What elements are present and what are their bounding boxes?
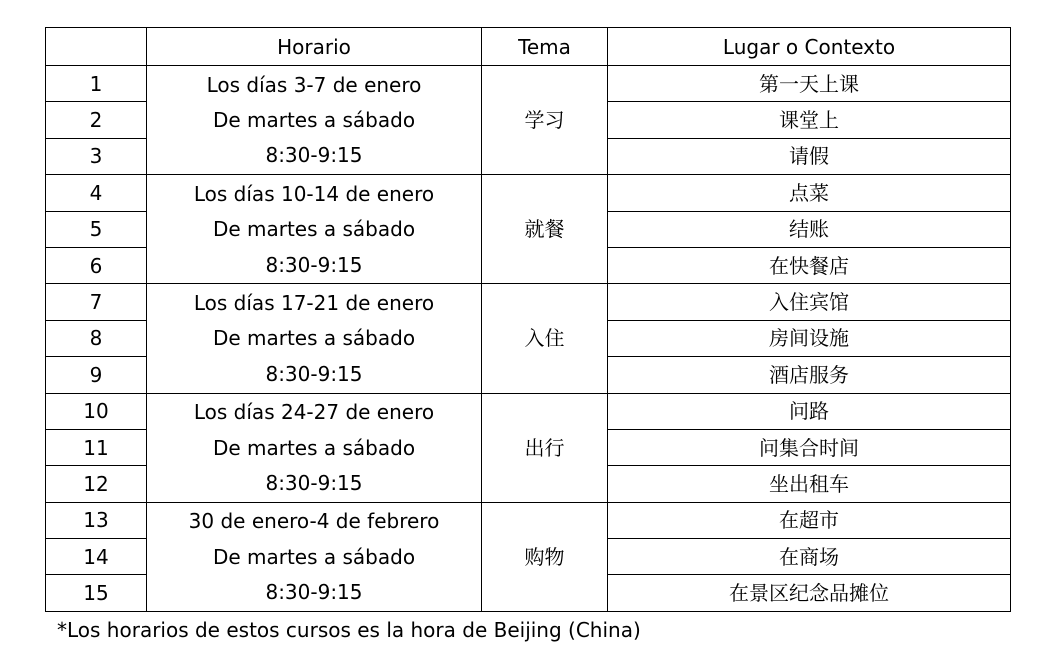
tema-cell: 入住: [482, 284, 608, 393]
footnote: *Los horarios de estos cursos es la hora de Beijing (China): [57, 618, 641, 642]
horario-cell: [147, 393, 482, 502]
lugar-cell: 在景区纪念品摊位: [608, 575, 1011, 611]
row-number: 1: [46, 66, 147, 102]
tema-cell: 就餐: [482, 175, 608, 284]
lugar-cell: 课堂上: [608, 102, 1011, 138]
lugar-cell: 第一天上课: [608, 66, 1011, 102]
row-number: 2: [46, 102, 147, 138]
lugar-cell: 在超市: [608, 502, 1011, 538]
table-row: [46, 502, 1011, 538]
header-lugar: Lugar o Contexto: [608, 28, 1011, 66]
tema-cell: 学习: [482, 66, 608, 175]
lugar-cell: 房间设施: [608, 320, 1011, 356]
lugar-cell: 点菜: [608, 175, 1011, 211]
horario-dates: Los días 17-21 de enero: [193, 291, 435, 316]
lugar-cell: 酒店服务: [608, 357, 1011, 393]
horario-days: De martes a sábado: [212, 435, 416, 460]
horario-dates: Los días 3-7 de enero: [206, 72, 422, 97]
lugar-cell: 入住宾馆: [608, 284, 1011, 320]
header-tema: Tema: [482, 28, 608, 66]
row-number: 3: [46, 138, 147, 174]
horario-dates: Los días 24-27 de enero: [193, 400, 435, 425]
table-row: [46, 393, 1011, 429]
horario-cell: [147, 66, 482, 175]
row-number: 15: [46, 575, 147, 611]
schedule-body: [46, 66, 1011, 612]
header-row: [46, 28, 1011, 66]
horario-cell: [147, 284, 482, 393]
horario-cell: [147, 502, 482, 611]
horario-days: De martes a sábado: [212, 326, 416, 351]
row-number: 6: [46, 247, 147, 283]
horario-days: De martes a sábado: [212, 544, 416, 569]
horario-time: 8:30-9:15: [265, 143, 363, 168]
horario-dates: 30 de enero-4 de febrero: [188, 509, 440, 534]
lugar-cell: 坐出租车: [608, 466, 1011, 502]
lugar-cell: 问集合时间: [608, 429, 1011, 465]
lugar-cell: 问路: [608, 393, 1011, 429]
row-number: 14: [46, 539, 147, 575]
horario-time: 8:30-9:15: [265, 580, 363, 605]
row-number: 4: [46, 175, 147, 211]
row-number: 12: [46, 466, 147, 502]
row-number: 8: [46, 320, 147, 356]
lugar-cell: 在商场: [608, 539, 1011, 575]
table-row: [46, 284, 1011, 320]
row-number: 10: [46, 393, 147, 429]
horario-time: 8:30-9:15: [265, 361, 363, 386]
header-horario: Horario: [147, 28, 482, 66]
schedule-table: [45, 27, 1011, 612]
lugar-cell: 结账: [608, 211, 1011, 247]
horario-time: 8:30-9:15: [265, 470, 363, 495]
row-number: 11: [46, 429, 147, 465]
horario-time: 8:30-9:15: [265, 252, 363, 277]
row-number: 9: [46, 357, 147, 393]
tema-cell: 出行: [482, 393, 608, 502]
header-num: [46, 28, 147, 66]
horario-days: De martes a sábado: [212, 217, 416, 242]
table-row: [46, 66, 1011, 102]
horario-dates: Los días 10-14 de enero: [193, 181, 435, 206]
row-number: 7: [46, 284, 147, 320]
row-number: 13: [46, 502, 147, 538]
table-row: [46, 175, 1011, 211]
horario-days: De martes a sábado: [212, 108, 416, 133]
lugar-cell: 在快餐店: [608, 247, 1011, 283]
horario-cell: [147, 175, 482, 284]
tema-cell: 购物: [482, 502, 608, 611]
lugar-cell: 请假: [608, 138, 1011, 174]
row-number: 5: [46, 211, 147, 247]
